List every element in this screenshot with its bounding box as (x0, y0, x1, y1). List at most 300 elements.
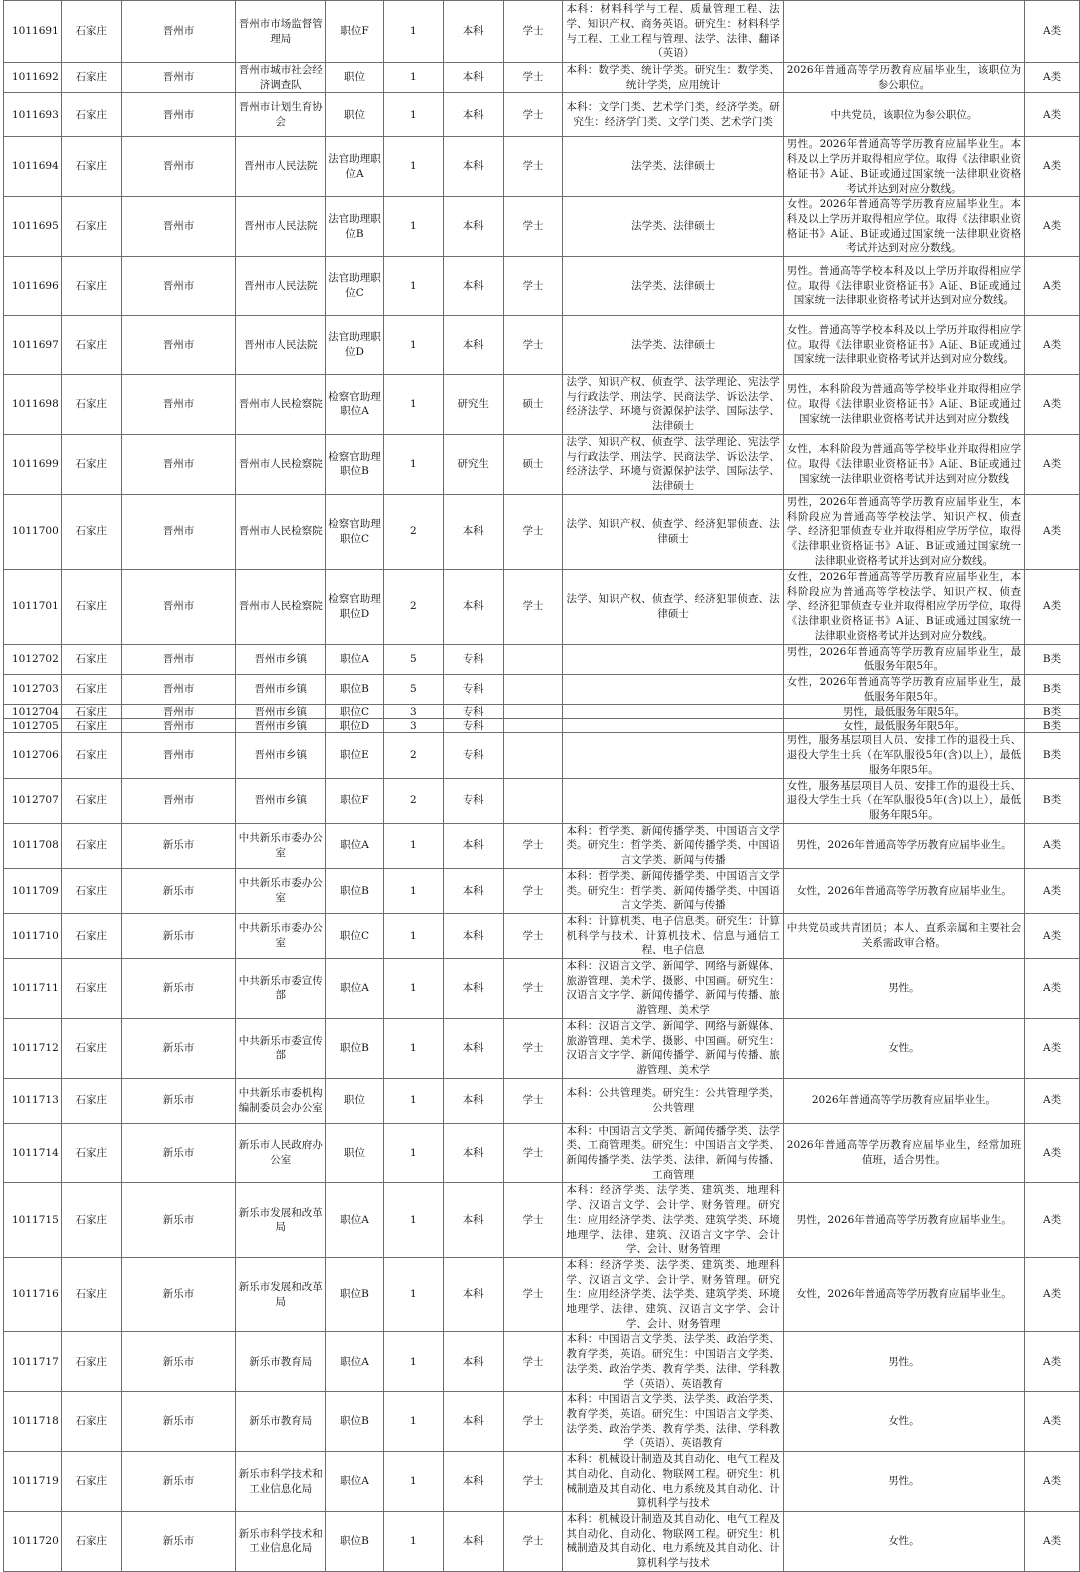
department-cell: 新乐市教育局 (236, 1392, 326, 1452)
position-name-cell: 职位A (326, 644, 384, 674)
position-code-cell: 1011716 (4, 1257, 62, 1332)
county-cell: 新乐市 (121, 1257, 236, 1332)
department-cell: 新乐市发展和改革局 (236, 1183, 326, 1258)
degree-cell: 学士 (503, 316, 563, 375)
other-requirements-cell: 女性，服务基层项目人员、安排工作的退役士兵、退役大学生士兵（在军队服役5年(含)以上），最低服务年限5年。 (783, 778, 1024, 823)
city-cell: 石家庄 (61, 1123, 121, 1183)
major-cell (563, 733, 783, 778)
degree-cell: 学士 (503, 868, 563, 913)
degree-cell (503, 705, 563, 719)
city-cell: 石家庄 (61, 316, 121, 375)
department-cell: 中共新乐市委宣传部 (236, 1018, 326, 1078)
table-row (4, 1511, 1080, 1571)
degree-cell: 学士 (503, 1452, 563, 1512)
recruit-count-cell: 2 (383, 733, 443, 778)
county-cell: 新乐市 (121, 959, 236, 1019)
city-cell: 石家庄 (61, 375, 121, 435)
education-cell: 本科 (443, 1392, 503, 1452)
department-cell: 晋州市人民法院 (236, 137, 326, 197)
recruit-count-cell: 1 (383, 1, 443, 63)
education-cell: 本科 (443, 1452, 503, 1512)
exam-category-cell: A类 (1025, 1078, 1080, 1123)
table-row (4, 733, 1080, 778)
major-cell: 本科：公共管理类。研究生：公共管理学类，公共管理 (563, 1078, 783, 1123)
position-name-cell: 检察官助理职位A (326, 375, 384, 435)
other-requirements-cell: 女性。 (783, 1392, 1024, 1452)
education-cell: 专科 (443, 778, 503, 823)
county-cell: 晋州市 (121, 494, 236, 569)
table-row (4, 644, 1080, 674)
city-cell: 石家庄 (61, 1392, 121, 1452)
recruit-count-cell: 1 (383, 823, 443, 868)
position-name-cell: 法官助理职位B (326, 197, 384, 257)
department-cell: 晋州市人民法院 (236, 197, 326, 257)
other-requirements-cell: 男性。 (783, 1332, 1024, 1392)
exam-category-cell: A类 (1025, 1392, 1080, 1452)
position-name-cell: 职位A (326, 823, 384, 868)
exam-category-cell: A类 (1025, 868, 1080, 913)
table-row (4, 569, 1080, 644)
city-cell: 石家庄 (61, 913, 121, 958)
county-cell: 晋州市 (121, 316, 236, 375)
recruit-count-cell: 1 (383, 1257, 443, 1332)
major-cell: 法学类、法律硕士 (563, 137, 783, 197)
recruit-count-cell: 1 (383, 257, 443, 316)
table-row (4, 705, 1080, 719)
major-cell: 本科：汉语言文学、新闻学、网络与新媒体、旅游管理、美术学、摄影、中国画。研究生：汉语言文字学、新闻传播学、新闻与传播、旅游管理、美术学 (563, 1018, 783, 1078)
table-row (4, 1452, 1080, 1512)
major-cell: 本科：经济学类、法学类、建筑类、地理科学、汉语言文学、会计学、财务管理。研究生：应用经济学类、法学类、建筑学类、环境地理学、法律、建筑、汉语言文字学、会计学、会计、财务管理 (563, 1183, 783, 1258)
county-cell: 晋州市 (121, 1, 236, 63)
city-cell: 石家庄 (61, 63, 121, 93)
city-cell: 石家庄 (61, 569, 121, 644)
exam-category-cell: B类 (1025, 733, 1080, 778)
city-cell: 石家庄 (61, 1018, 121, 1078)
position-name-cell: 职位B (326, 1392, 384, 1452)
city-cell: 石家庄 (61, 1452, 121, 1512)
recruit-count-cell: 1 (383, 1452, 443, 1512)
county-cell: 晋州市 (121, 644, 236, 674)
county-cell: 新乐市 (121, 1511, 236, 1571)
position-code-cell: 1011711 (4, 959, 62, 1019)
position-name-cell: 职位A (326, 1452, 384, 1512)
other-requirements-cell: 女性，最低服务年限5年。 (783, 719, 1024, 733)
other-requirements-cell: 女性，2026年普通高等学历教育应届毕业生。 (783, 868, 1024, 913)
position-code-cell: 1011719 (4, 1452, 62, 1512)
major-cell: 本科：哲学类、新闻传播学类、中国语言文学类。研究生：哲学类、新闻传播学类、中国语言文学类、新闻与传播 (563, 823, 783, 868)
department-cell: 晋州市城市社会经济调查队 (236, 63, 326, 93)
position-code-cell: 1011712 (4, 1018, 62, 1078)
table-row (4, 675, 1080, 705)
education-cell: 专科 (443, 719, 503, 733)
position-code-cell: 1011715 (4, 1183, 62, 1258)
position-name-cell: 职位 (326, 1078, 384, 1123)
department-cell: 晋州市乡镇 (236, 778, 326, 823)
degree-cell: 硕士 (503, 434, 563, 494)
other-requirements-cell: 中共党员，该职位为参公职位。 (783, 93, 1024, 137)
degree-cell: 学士 (503, 257, 563, 316)
education-cell: 研究生 (443, 434, 503, 494)
county-cell: 新乐市 (121, 1078, 236, 1123)
table-row (4, 1, 1080, 63)
major-cell: 本科：汉语言文学、新闻学、网络与新媒体、旅游管理、美术学、摄影、中国画。研究生：汉语言文字学、新闻传播学、新闻与传播、旅游管理、美术学 (563, 959, 783, 1019)
recruit-count-cell: 1 (383, 137, 443, 197)
degree-cell: 学士 (503, 1018, 563, 1078)
position-code-cell: 1012707 (4, 778, 62, 823)
city-cell: 石家庄 (61, 644, 121, 674)
position-code-cell: 1011695 (4, 197, 62, 257)
county-cell: 晋州市 (121, 197, 236, 257)
county-cell: 晋州市 (121, 569, 236, 644)
position-name-cell: 职位A (326, 1332, 384, 1392)
exam-category-cell: A类 (1025, 197, 1080, 257)
department-cell: 晋州市人民法院 (236, 257, 326, 316)
exam-category-cell: B类 (1025, 719, 1080, 733)
education-cell: 本科 (443, 137, 503, 197)
position-code-cell: 1011701 (4, 569, 62, 644)
city-cell: 石家庄 (61, 1511, 121, 1571)
county-cell: 新乐市 (121, 1392, 236, 1452)
degree-cell: 学士 (503, 1183, 563, 1258)
department-cell: 晋州市人民检察院 (236, 375, 326, 435)
recruitment-table (3, 0, 1080, 1572)
other-requirements-cell: 女性，2026年普通高等学历教育应届毕业生。 (783, 1257, 1024, 1332)
department-cell: 晋州市乡镇 (236, 705, 326, 719)
county-cell: 晋州市 (121, 63, 236, 93)
county-cell: 新乐市 (121, 823, 236, 868)
position-code-cell: 1011709 (4, 868, 62, 913)
position-code-cell: 1011697 (4, 316, 62, 375)
other-requirements-cell: 男性。 (783, 1452, 1024, 1512)
other-requirements-cell (783, 1, 1024, 63)
city-cell: 石家庄 (61, 93, 121, 137)
position-code-cell: 1011693 (4, 93, 62, 137)
county-cell: 新乐市 (121, 1452, 236, 1512)
recruit-count-cell: 5 (383, 644, 443, 674)
position-code-cell: 1011699 (4, 434, 62, 494)
city-cell: 石家庄 (61, 675, 121, 705)
degree-cell: 学士 (503, 1511, 563, 1571)
other-requirements-cell: 女性。普通高等学校本科及以上学历并取得相应学位。取得《法律职业资格证书》A证、B证或通过国家统一法律职业资格考试并达到对应分数线。 (783, 316, 1024, 375)
department-cell: 晋州市人民法院 (236, 316, 326, 375)
other-requirements-cell: 男性，本科阶段为普通高等学校毕业并取得相应学位。取得《法律职业资格证书》A证、B证或通过国家统一法律职业资格考试并达到对应分数线 (783, 375, 1024, 435)
table-row (4, 1183, 1080, 1258)
department-cell: 晋州市乡镇 (236, 733, 326, 778)
position-code-cell: 1011698 (4, 375, 62, 435)
position-name-cell: 职位C (326, 913, 384, 958)
degree-cell (503, 778, 563, 823)
other-requirements-cell: 女性，2026年普通高等学历教育应届毕业生，最低服务年限5年。 (783, 675, 1024, 705)
degree-cell: 硕士 (503, 375, 563, 435)
education-cell: 本科 (443, 1183, 503, 1258)
position-code-cell: 1011700 (4, 494, 62, 569)
department-cell: 晋州市市场监督管理局 (236, 1, 326, 63)
table-row (4, 913, 1080, 958)
major-cell (563, 644, 783, 674)
degree-cell: 学士 (503, 1, 563, 63)
exam-category-cell: A类 (1025, 959, 1080, 1019)
other-requirements-cell: 男性。2026年普通高等学历教育应届毕业生。本科及以上学历并取得相应学位。取得《法律职业资格证书》A证、B证或通过国家统一法律职业资格考试并达到对应分数线。 (783, 137, 1024, 197)
education-cell: 本科 (443, 1332, 503, 1392)
table-row (4, 1332, 1080, 1392)
county-cell: 新乐市 (121, 1332, 236, 1392)
position-code-cell: 1011718 (4, 1392, 62, 1452)
major-cell (563, 705, 783, 719)
department-cell: 晋州市计划生育协会 (236, 93, 326, 137)
education-cell: 本科 (443, 197, 503, 257)
county-cell: 晋州市 (121, 93, 236, 137)
position-code-cell: 1012702 (4, 644, 62, 674)
table-row (4, 719, 1080, 733)
education-cell: 本科 (443, 1078, 503, 1123)
position-name-cell: 职位B (326, 1511, 384, 1571)
major-cell (563, 675, 783, 705)
other-requirements-cell: 2026年普通高等学历教育应届毕业生。 (783, 1078, 1024, 1123)
education-cell: 专科 (443, 705, 503, 719)
major-cell: 本科：中国语言文学类、法学类、政治学类、教育学类，英语。研究生：中国语言文学类、法学类、政治学类、教育学类、法律、学科教学（英语）、英语教育 (563, 1332, 783, 1392)
position-name-cell: 职位B (326, 1257, 384, 1332)
other-requirements-cell: 女性。 (783, 1018, 1024, 1078)
major-cell: 本科：材料科学与工程、质量管理工程、法学、知识产权、商务英语。研究生：材料科学与工程、工业工程与管理、法学、法律、翻译（英语） (563, 1, 783, 63)
position-name-cell: 职位 (326, 93, 384, 137)
city-cell: 石家庄 (61, 1332, 121, 1392)
county-cell: 晋州市 (121, 434, 236, 494)
recruit-count-cell: 1 (383, 959, 443, 1019)
degree-cell: 学士 (503, 1078, 563, 1123)
department-cell: 新乐市科学技术和工业信息化局 (236, 1452, 326, 1512)
table-row (4, 257, 1080, 316)
position-code-cell: 1012704 (4, 705, 62, 719)
major-cell (563, 719, 783, 733)
department-cell: 新乐市发展和改革局 (236, 1257, 326, 1332)
position-name-cell: 职位 (326, 1123, 384, 1183)
exam-category-cell: A类 (1025, 494, 1080, 569)
department-cell: 晋州市人民检察院 (236, 494, 326, 569)
education-cell: 本科 (443, 257, 503, 316)
other-requirements-cell: 男性，2026年普通高等学历教育应届毕业生，最低服务年限5年。 (783, 644, 1024, 674)
department-cell: 晋州市乡镇 (236, 719, 326, 733)
major-cell: 法学、知识产权、侦查学、法学理论、宪法学与行政法学、刑法学、民商法学、诉讼法学、经济法学、环境与资源保护法学、国际法学、法律硕士 (563, 375, 783, 435)
other-requirements-cell: 女性，本科阶段为普通高等学校毕业并取得相应学位。取得《法律职业资格证书》A证、B证或通过国家统一法律职业资格考试并达到对应分数线 (783, 434, 1024, 494)
education-cell: 本科 (443, 316, 503, 375)
position-name-cell: 职位F (326, 1, 384, 63)
major-cell: 本科：经济学类、法学类、建筑类、地理科学、汉语言文学、会计学、财务管理。研究生：应用经济学类、法学类、建筑学类、环境地理学、法律、建筑、汉语言文字学、会计学、会计、财务管理 (563, 1257, 783, 1332)
education-cell: 本科 (443, 1511, 503, 1571)
recruit-count-cell: 1 (383, 868, 443, 913)
city-cell: 石家庄 (61, 1078, 121, 1123)
exam-category-cell: B类 (1025, 705, 1080, 719)
position-name-cell: 检察官助理职位D (326, 569, 384, 644)
major-cell: 本科：计算机类、电子信息类。研究生：计算机科学与技术、计算机技术、信息与通信工程、电子信息 (563, 913, 783, 958)
position-code-cell: 1011708 (4, 823, 62, 868)
table-row (4, 434, 1080, 494)
education-cell: 本科 (443, 93, 503, 137)
education-cell: 本科 (443, 1123, 503, 1183)
major-cell: 法学、知识产权、侦查学、法学理论、宪法学与行政法学、刑法学、民商法学、诉讼法学、经济法学、环境与资源保护法学、国际法学、法律硕士 (563, 434, 783, 494)
position-name-cell: 职位A (326, 959, 384, 1019)
position-code-cell: 1011694 (4, 137, 62, 197)
city-cell: 石家庄 (61, 823, 121, 868)
degree-cell: 学士 (503, 1332, 563, 1392)
education-cell: 本科 (443, 913, 503, 958)
other-requirements-cell: 男性，2026年普通高等学历教育应届毕业生，本科阶段应为普通高等学校法学、知识产权、侦查学、经济犯罪侦查专业并取得相应学历学位，取得《法律职业资格证书》A证、B证或通过国家统一法律职业资格考试并达到对应分数线。 (783, 494, 1024, 569)
department-cell: 晋州市乡镇 (236, 675, 326, 705)
other-requirements-cell: 女性。2026年普通高等学历教育应届毕业生。本科及以上学历并取得相应学位。取得《法律职业资格证书》A证、B证或通过国家统一法律职业资格考试并达到对应分数线。 (783, 197, 1024, 257)
other-requirements-cell: 2026年普通高等学历教育应届毕业生，经常加班值班，适合男性。 (783, 1123, 1024, 1183)
education-cell: 专科 (443, 675, 503, 705)
table-body (4, 1, 1080, 1572)
major-cell: 本科：机械设计制造及其自动化、电气工程及其自动化、自动化、物联网工程。研究生：机械制造及其自动化、电力系统及其自动化、计算机科学与技术 (563, 1452, 783, 1512)
other-requirements-cell: 男性，2026年普通高等学历教育应届毕业生。 (783, 1183, 1024, 1258)
city-cell: 石家庄 (61, 197, 121, 257)
major-cell (563, 778, 783, 823)
exam-category-cell: A类 (1025, 1, 1080, 63)
exam-category-cell: A类 (1025, 93, 1080, 137)
education-cell: 本科 (443, 868, 503, 913)
exam-category-cell: A类 (1025, 375, 1080, 435)
position-name-cell: 职位E (326, 733, 384, 778)
degree-cell (503, 644, 563, 674)
recruit-count-cell: 1 (383, 1332, 443, 1392)
recruit-count-cell: 3 (383, 705, 443, 719)
education-cell: 本科 (443, 1257, 503, 1332)
other-requirements-cell: 2026年普通高等学历教育应届毕业生，该职位为参公职位。 (783, 63, 1024, 93)
city-cell: 石家庄 (61, 257, 121, 316)
recruit-count-cell: 1 (383, 913, 443, 958)
position-code-cell: 1011691 (4, 1, 62, 63)
table-row (4, 197, 1080, 257)
degree-cell: 学士 (503, 913, 563, 958)
major-cell: 法学类、法律硕士 (563, 197, 783, 257)
table-row (4, 63, 1080, 93)
exam-category-cell: A类 (1025, 434, 1080, 494)
city-cell: 石家庄 (61, 959, 121, 1019)
position-name-cell: 检察官助理职位B (326, 434, 384, 494)
other-requirements-cell: 男性。 (783, 959, 1024, 1019)
recruit-count-cell: 1 (383, 93, 443, 137)
exam-category-cell: A类 (1025, 1123, 1080, 1183)
exam-category-cell: A类 (1025, 1452, 1080, 1512)
other-requirements-cell: 男性，服务基层项目人员、安排工作的退役士兵、退役大学生士兵（在军队服役5年(含)以上），最低服务年限5年。 (783, 733, 1024, 778)
position-code-cell: 1011713 (4, 1078, 62, 1123)
major-cell: 法学类、法律硕士 (563, 316, 783, 375)
table-row (4, 494, 1080, 569)
county-cell: 新乐市 (121, 868, 236, 913)
recruit-count-cell: 1 (383, 375, 443, 435)
department-cell: 新乐市科学技术和工业信息化局 (236, 1511, 326, 1571)
county-cell: 晋州市 (121, 778, 236, 823)
department-cell: 中共新乐市委机构编制委员会办公室 (236, 1078, 326, 1123)
exam-category-cell: A类 (1025, 913, 1080, 958)
department-cell: 晋州市乡镇 (236, 644, 326, 674)
position-name-cell: 职位B (326, 675, 384, 705)
department-cell: 中共新乐市委办公室 (236, 868, 326, 913)
county-cell: 新乐市 (121, 1123, 236, 1183)
county-cell: 新乐市 (121, 1018, 236, 1078)
position-code-cell: 1011692 (4, 63, 62, 93)
county-cell: 晋州市 (121, 675, 236, 705)
city-cell: 石家庄 (61, 1, 121, 63)
county-cell: 晋州市 (121, 733, 236, 778)
recruit-count-cell: 2 (383, 569, 443, 644)
table-row (4, 316, 1080, 375)
table-row (4, 93, 1080, 137)
exam-category-cell: A类 (1025, 1332, 1080, 1392)
city-cell: 石家庄 (61, 719, 121, 733)
recruit-count-cell: 1 (383, 1183, 443, 1258)
degree-cell (503, 675, 563, 705)
recruit-count-cell: 1 (383, 63, 443, 93)
table-row (4, 1123, 1080, 1183)
other-requirements-cell: 女性，2026年普通高等学历教育应届毕业生，本科阶段应为普通高等学校法学、知识产权、侦查学、经济犯罪侦查专业并取得相应学历学位，取得《法律职业资格证书》A证、B证或通过国家统一法律职业资格考试并达到对应分数线。 (783, 569, 1024, 644)
position-code-cell: 1011696 (4, 257, 62, 316)
department-cell: 中共新乐市委宣传部 (236, 959, 326, 1019)
education-cell: 本科 (443, 494, 503, 569)
position-code-cell: 1012705 (4, 719, 62, 733)
recruit-count-cell: 1 (383, 1018, 443, 1078)
exam-category-cell: A类 (1025, 1257, 1080, 1332)
table-row (4, 823, 1080, 868)
department-cell: 新乐市人民政府办公室 (236, 1123, 326, 1183)
recruit-count-cell: 1 (383, 434, 443, 494)
department-cell: 中共新乐市委办公室 (236, 823, 326, 868)
position-name-cell: 法官助理职位D (326, 316, 384, 375)
major-cell: 本科：数学类、统计学类。研究生：数学类、统计学类，应用统计 (563, 63, 783, 93)
other-requirements-cell: 男性，2026年普通高等学历教育应届毕业生。 (783, 823, 1024, 868)
major-cell: 本科：中国语言文学类、新闻传播学类、法学类、工商管理类。研究生：中国语言文学类、新闻传播学类、法学类、法律、新闻与传播、工商管理 (563, 1123, 783, 1183)
other-requirements-cell: 男性。普通高等学校本科及以上学历并取得相应学位。取得《法律职业资格证书》A证、B证或通过国家统一法律职业资格考试并达到对应分数线。 (783, 257, 1024, 316)
position-code-cell: 1012706 (4, 733, 62, 778)
position-name-cell: 法官助理职位C (326, 257, 384, 316)
recruit-count-cell: 1 (383, 1123, 443, 1183)
exam-category-cell: A类 (1025, 569, 1080, 644)
county-cell: 晋州市 (121, 137, 236, 197)
city-cell: 石家庄 (61, 137, 121, 197)
position-name-cell: 职位D (326, 719, 384, 733)
education-cell: 本科 (443, 823, 503, 868)
major-cell: 本科：哲学类、新闻传播学类、中国语言文学类。研究生：哲学类、新闻传播学类、中国语言文学类、新闻与传播 (563, 868, 783, 913)
education-cell: 本科 (443, 63, 503, 93)
city-cell: 石家庄 (61, 778, 121, 823)
position-code-cell: 1011710 (4, 913, 62, 958)
table-row (4, 778, 1080, 823)
degree-cell: 学士 (503, 1392, 563, 1452)
county-cell: 晋州市 (121, 257, 236, 316)
position-name-cell: 职位B (326, 1018, 384, 1078)
exam-category-cell: A类 (1025, 1183, 1080, 1258)
exam-category-cell: A类 (1025, 63, 1080, 93)
degree-cell: 学士 (503, 569, 563, 644)
education-cell: 研究生 (443, 375, 503, 435)
county-cell: 晋州市 (121, 705, 236, 719)
department-cell: 中共新乐市委办公室 (236, 913, 326, 958)
recruit-count-cell: 1 (383, 1078, 443, 1123)
degree-cell: 学士 (503, 1257, 563, 1332)
recruit-count-cell: 1 (383, 197, 443, 257)
major-cell: 法学、知识产权、侦查学、经济犯罪侦查、法律硕士 (563, 494, 783, 569)
position-code-cell: 1011720 (4, 1511, 62, 1571)
education-cell: 本科 (443, 1018, 503, 1078)
city-cell: 石家庄 (61, 868, 121, 913)
education-cell: 专科 (443, 733, 503, 778)
degree-cell: 学士 (503, 959, 563, 1019)
position-name-cell: 法官助理职位A (326, 137, 384, 197)
table-row (4, 1257, 1080, 1332)
major-cell: 法学类、法律硕士 (563, 257, 783, 316)
city-cell: 石家庄 (61, 1257, 121, 1332)
education-cell: 本科 (443, 959, 503, 1019)
table-row (4, 1392, 1080, 1452)
